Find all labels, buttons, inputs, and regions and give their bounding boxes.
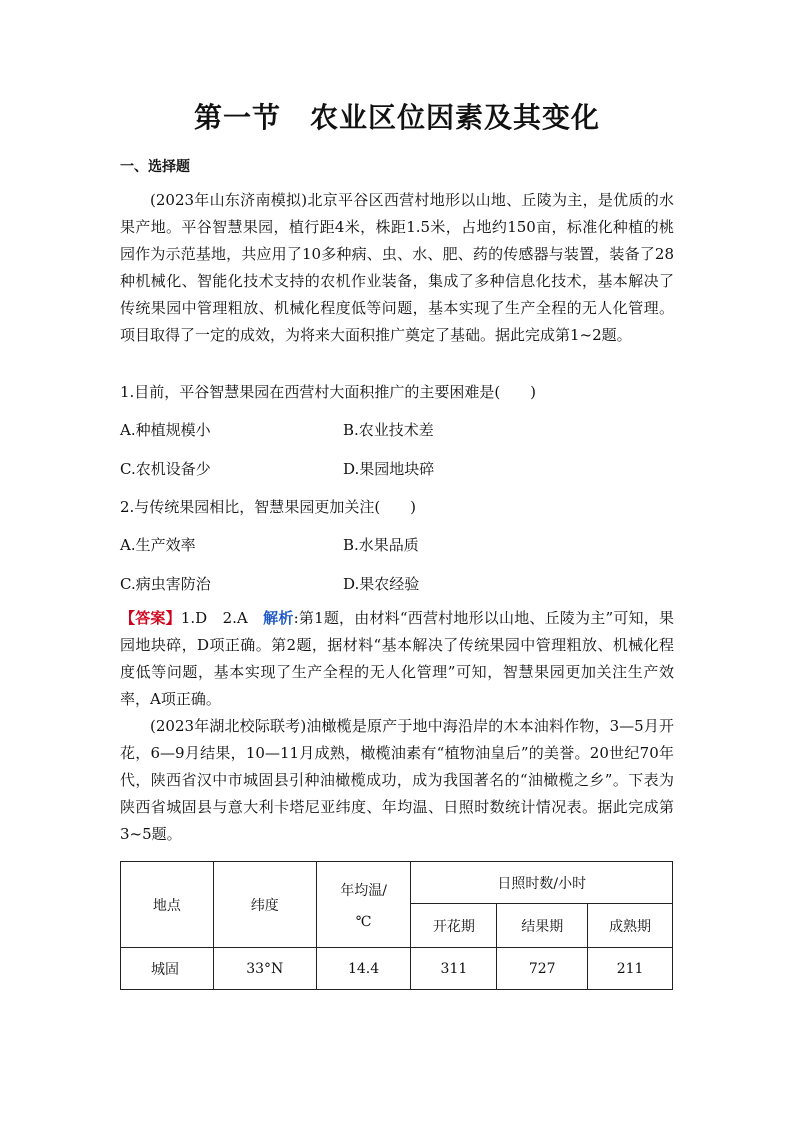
climate-table <box>120 861 673 990</box>
answer-keys: 1.D 2.A <box>180 609 264 627</box>
question-2-option-b: B.水果品质 <box>343 536 419 554</box>
header-annual-temp-unit: ℃ <box>355 913 372 930</box>
header-annual-temp-line1: 年均温/ <box>340 882 387 899</box>
header-flowering: 开花期 <box>411 904 497 948</box>
cell-ripening: 211 <box>588 948 673 990</box>
table-row <box>121 948 673 990</box>
cell-flowering: 311 <box>411 948 497 990</box>
question-2-option-c: C.病虫害防治 <box>120 575 211 593</box>
header-latitude: 纬度 <box>213 862 316 948</box>
passage-1: (2023年山东济南模拟)北京平谷区西营村地形以山地、丘陵为主，是优质的水果产地。平谷智慧果园，植行距4米，株距1.5米，占地约150亩，标准化种植的桃园作为示范基地，共应用了10多种病、虫、水、肥、药的传感器与装置，装备了28种机械化、智能化技术支持的农机作业装备，集成了多种信息化技术，基本解决了传统果园中管理粗放、机械化程度低等问题，基本实现了生产全程的无人化管理。项目取得了一定的成效，为将来大面积推广奠定了基础。据此完成第1~2题。 <box>120 191 674 344</box>
question-1-option-b: B.农业技术差 <box>343 421 434 439</box>
table-header-row <box>121 862 673 904</box>
question-1-stem: 1.目前，平谷智慧果园在西营村大面积推广的主要困难是( ) <box>120 383 537 401</box>
answer-block <box>120 605 674 713</box>
question-2-option-a: A.生产效率 <box>120 536 196 554</box>
header-place: 地点 <box>121 862 214 948</box>
answer-tag: 【答案】 <box>120 609 181 627</box>
question-1-option-a: A.种植规模小 <box>120 421 211 439</box>
analysis-tag: 解析 <box>263 609 294 627</box>
question-2-option-d: D.果农经验 <box>343 575 420 593</box>
question-1-option-d: D.果园地块碎 <box>343 460 435 478</box>
section-heading: 一、选择题 <box>120 159 190 175</box>
question-1-option-c: C.农机设备少 <box>120 460 211 478</box>
page-title: 第一节 农业区位因素及其变化 <box>193 101 600 134</box>
cell-fruiting: 727 <box>497 948 588 990</box>
header-annual-temp <box>316 862 411 948</box>
header-ripening: 成熟期 <box>588 904 673 948</box>
cell-annual-temp: 14.4 <box>316 948 411 990</box>
cell-latitude: 33°N <box>213 948 316 990</box>
passage-2: (2023年湖北校际联考)油橄榄是原产于地中海沿岸的木本油料作物，3—5月开花，6—9月结果，10—11月成熟，橄榄油素有“植物油皇后”的美誉。20世纪70年代，陕西省汉中市城固县引种油橄榄成功，成为我国著名的“油橄榄之乡”。下表为陕西省城固县与意大利卡塔尼亚纬度、年均温、日照时数统计情况表。据此完成第3~5题。 <box>120 717 674 843</box>
analysis-text: :第1题，由材料“西营村地形以山地、丘陵为主”可知，果园地块碎，D项正确。第2题，据材料“基本解决了传统果园中管理粗放、机械化程度低等问题，基本实现了生产全程的无人化管理”可知，智慧果园更加关注生产效率，A项正确。 <box>120 609 674 708</box>
question-2-stem: 2.与传统果园相比，智慧果园更加关注( ) <box>120 498 417 516</box>
cell-place: 城固 <box>121 948 214 990</box>
header-sunshine-hours: 日照时数/小时 <box>411 862 673 904</box>
header-fruiting: 结果期 <box>497 904 588 948</box>
